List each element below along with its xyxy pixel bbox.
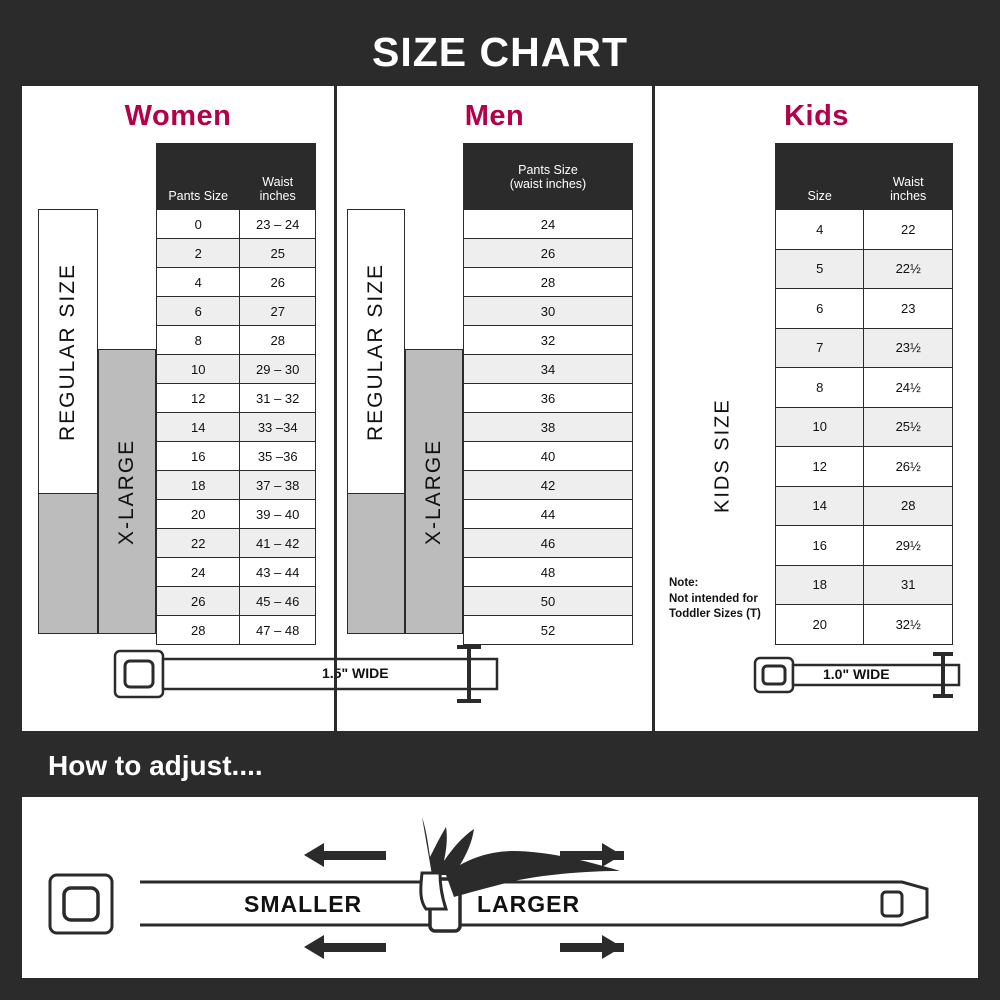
table-row	[776, 407, 953, 447]
table-row	[157, 413, 316, 442]
men-header-pants: Pants Size (waist inches)	[464, 144, 633, 210]
belt-width-label-kids: 1.0" WIDE	[823, 666, 890, 682]
table-row	[157, 384, 316, 413]
cell-waist: 23½	[864, 328, 953, 368]
men-size-table	[463, 143, 633, 645]
cell-size: 12	[157, 384, 240, 413]
cell-waist: 32½	[864, 605, 953, 645]
table-row	[464, 413, 633, 442]
kids-size-table	[775, 143, 953, 645]
table-row	[464, 384, 633, 413]
table-row	[464, 500, 633, 529]
belt-width-label-adult: 1.5" WIDE	[322, 665, 389, 681]
women-regular-label: REGULAR SIZE	[56, 262, 79, 441]
kids-header-size: Size	[776, 144, 864, 210]
cell-size: 50	[464, 587, 633, 616]
table-row	[464, 326, 633, 355]
women-size-table	[156, 143, 316, 645]
cell-waist: 22½	[864, 249, 953, 289]
kids-note-line2: Not intended for	[669, 592, 758, 605]
cell-waist: 24½	[864, 368, 953, 408]
cell-size: 42	[464, 471, 633, 500]
heading-women: Women	[124, 100, 232, 132]
cell-size: 5	[776, 249, 864, 289]
cell-size: 26	[464, 239, 633, 268]
men-xlarge-label: X-LARGE	[422, 438, 445, 545]
table-row	[464, 239, 633, 268]
cell-waist: 25	[240, 239, 316, 268]
cell-waist: 35 –36	[240, 442, 316, 471]
table-row	[157, 239, 316, 268]
cell-waist: 26	[240, 268, 316, 297]
cell-size: 8	[157, 326, 240, 355]
cell-size: 14	[157, 413, 240, 442]
title-bar	[22, 22, 978, 82]
table-row	[776, 605, 953, 645]
table-row	[464, 210, 633, 239]
cell-waist: 43 – 44	[240, 558, 316, 587]
cell-size: 20	[157, 500, 240, 529]
table-header-row	[157, 144, 316, 210]
heading-men: Men	[464, 100, 525, 132]
cell-size: 12	[776, 447, 864, 487]
table-row	[157, 355, 316, 384]
kids-note-line1: Note:	[669, 577, 699, 589]
cell-size: 46	[464, 529, 633, 558]
cell-waist: 27	[240, 297, 316, 326]
adjust-belt-svg	[22, 797, 978, 978]
table-row	[776, 565, 953, 605]
table-row	[776, 249, 953, 289]
cell-waist: 31 – 32	[240, 384, 316, 413]
table-row	[776, 526, 953, 566]
cell-size: 32	[464, 326, 633, 355]
charts-container	[22, 86, 978, 731]
table-row	[464, 442, 633, 471]
table-row	[464, 529, 633, 558]
cell-waist: 37 – 38	[240, 471, 316, 500]
table-row	[464, 616, 633, 645]
cell-size: 22	[157, 529, 240, 558]
cell-size: 24	[464, 210, 633, 239]
kids-header-waist: Waist inches	[864, 144, 953, 210]
table-header-row	[464, 144, 633, 210]
men-table-wrap	[463, 143, 633, 645]
panel-kids	[652, 86, 978, 731]
table-row	[157, 210, 316, 239]
cell-waist: 23	[864, 289, 953, 329]
cell-waist: 31	[864, 565, 953, 605]
cell-size: 48	[464, 558, 633, 587]
women-xlarge-label: X-LARGE	[115, 438, 138, 545]
page-title: SIZE CHART	[372, 28, 628, 75]
table-row	[464, 297, 633, 326]
kids-note-line3: Toddler Sizes (T)	[669, 608, 761, 621]
cell-size: 28	[157, 616, 240, 645]
cell-size: 40	[464, 442, 633, 471]
cell-size: 16	[776, 526, 864, 566]
label-smaller: SMALLER	[244, 891, 363, 917]
table-row	[157, 268, 316, 297]
howto-diagram	[22, 797, 978, 978]
cell-size: 4	[157, 268, 240, 297]
table-row	[157, 529, 316, 558]
table-row	[157, 587, 316, 616]
cell-size: 52	[464, 616, 633, 645]
table-row	[464, 355, 633, 384]
table-row	[776, 210, 953, 250]
table-row	[157, 558, 316, 587]
cell-size: 14	[776, 486, 864, 526]
table-row	[157, 326, 316, 355]
cell-size: 38	[464, 413, 633, 442]
panel-women	[22, 86, 389, 731]
cell-size: 7	[776, 328, 864, 368]
table-row	[464, 471, 633, 500]
cell-waist: 23 – 24	[240, 210, 316, 239]
belt-diagram-kids	[747, 646, 977, 706]
cell-size: 34	[464, 355, 633, 384]
cell-size: 6	[776, 289, 864, 329]
cell-size: 10	[776, 407, 864, 447]
men-regular-label: REGULAR SIZE	[364, 262, 387, 441]
table-row	[464, 268, 633, 297]
cell-waist: 26½	[864, 447, 953, 487]
table-row	[157, 297, 316, 326]
cell-size: 10	[157, 355, 240, 384]
cell-size: 30	[464, 297, 633, 326]
table-header-row	[776, 144, 953, 210]
cell-size: 24	[157, 558, 240, 587]
cell-size: 20	[776, 605, 864, 645]
howto-bar	[22, 735, 978, 797]
kids-table-wrap	[775, 143, 953, 645]
panel-men	[334, 86, 652, 731]
table-row	[776, 328, 953, 368]
table-row	[776, 486, 953, 526]
cell-size: 18	[776, 565, 864, 605]
cell-waist: 47 – 48	[240, 616, 316, 645]
cell-size: 0	[157, 210, 240, 239]
table-row	[157, 500, 316, 529]
table-row	[157, 471, 316, 500]
women-header-pants: Pants Size	[157, 144, 240, 210]
cell-waist: 28	[864, 486, 953, 526]
cell-waist: 39 – 40	[240, 500, 316, 529]
cell-size: 6	[157, 297, 240, 326]
table-row	[464, 558, 633, 587]
cell-waist: 22	[864, 210, 953, 250]
table-row	[464, 587, 633, 616]
howto-heading: How to adjust....	[48, 750, 263, 781]
cell-waist: 33 –34	[240, 413, 316, 442]
label-larger: LARGER	[477, 891, 581, 917]
heading-kids: Kids	[784, 100, 849, 132]
table-row	[776, 289, 953, 329]
cell-waist: 29 – 30	[240, 355, 316, 384]
table-row	[776, 447, 953, 487]
cell-waist: 25½	[864, 407, 953, 447]
kids-size-label: KIDS SIZE	[711, 398, 734, 514]
cell-size: 4	[776, 210, 864, 250]
cell-size: 16	[157, 442, 240, 471]
cell-waist: 29½	[864, 526, 953, 566]
cell-waist: 41 – 42	[240, 529, 316, 558]
cell-size: 2	[157, 239, 240, 268]
women-table-wrap	[156, 143, 316, 645]
cell-waist: 28	[240, 326, 316, 355]
cell-size: 44	[464, 500, 633, 529]
table-row	[157, 442, 316, 471]
cell-size: 36	[464, 384, 633, 413]
table-row	[776, 368, 953, 408]
cell-waist: 45 – 46	[240, 587, 316, 616]
cell-size: 8	[776, 368, 864, 408]
cell-size: 18	[157, 471, 240, 500]
cell-size: 28	[464, 268, 633, 297]
women-header-waist: Waist inches	[240, 144, 316, 210]
cell-size: 26	[157, 587, 240, 616]
